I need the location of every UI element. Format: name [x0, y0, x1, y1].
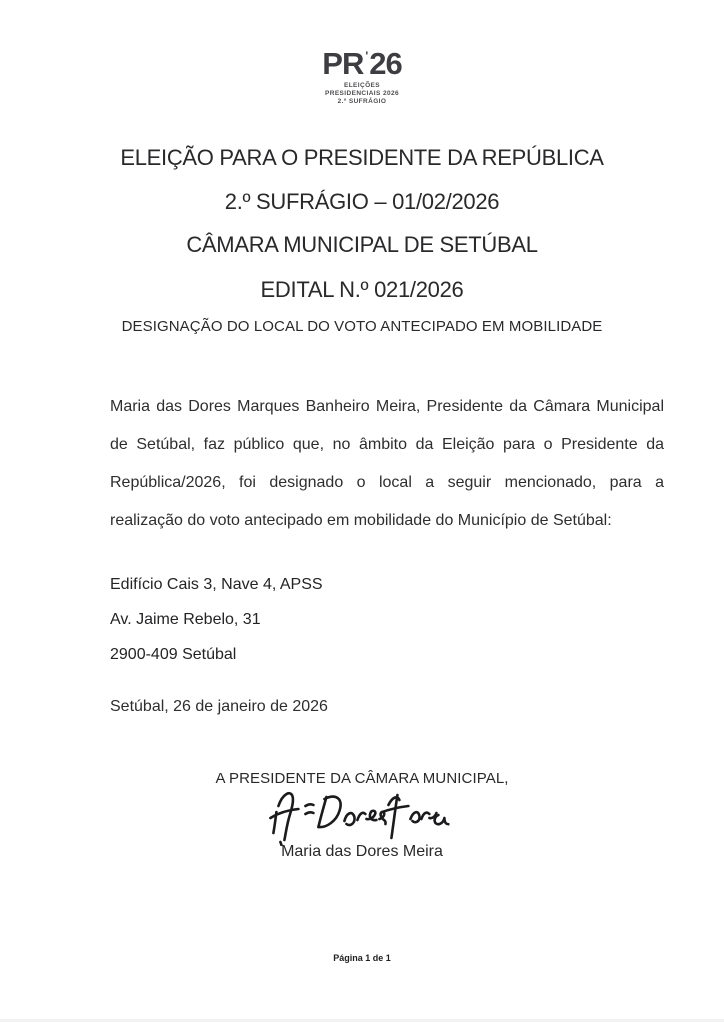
logo-tagline-presidenciais: PRESIDENCIAIS 2026	[324, 90, 400, 97]
election-logo	[0, 40, 724, 106]
logo-taglines	[0, 82, 724, 106]
paragraph-line: República/2026, foi designado o local a seguir mencionado, para a	[110, 474, 664, 491]
signature-svg	[263, 786, 449, 846]
logo-tagline-sufragio: 2.º SUFRÁGIO	[337, 98, 387, 105]
logo-year-text: 26	[369, 46, 402, 81]
place-date-line: Setúbal, 26 de janeiro de 2026	[110, 698, 328, 715]
page-number-footer: Página 1 de 1	[333, 953, 391, 963]
signature-title: A PRESIDENTE DA CÂMARA MUNICIPAL,	[215, 770, 509, 787]
scan-edge-artifact	[0, 1019, 724, 1022]
address-building: Edifício Cais 3, Nave 4, APSS	[110, 576, 323, 593]
heading-subtitle: DESIGNAÇÃO DO LOCAL DO VOTO ANTECIPADO EM MOBILIDADE	[121, 318, 603, 335]
signature-handwriting-image	[263, 786, 449, 846]
logo-apostrophe-mark: '	[365, 49, 368, 63]
heading-round-date: 2.º SUFRÁGIO – 01/02/2026	[224, 189, 500, 214]
heading-election-title: ELEIÇÃO PARA O PRESIDENTE DA REPÚBLICA	[120, 145, 604, 170]
logo-pr-text: PR	[322, 46, 364, 81]
paragraph-line: de Setúbal, faz público que, no âmbito da Eleição para o Presidente da	[110, 436, 664, 453]
paragraph-line: Maria das Dores Marques Banheiro Meira, Presidente da Câmara Municipal	[110, 398, 664, 415]
signer-printed-name: Maria das Dores Meira	[281, 843, 443, 860]
pr26-logo-wordmark	[0, 40, 724, 80]
heading-municipality: CÂMARA MUNICIPAL DE SETÚBAL	[186, 232, 538, 257]
voting-location-address	[110, 567, 323, 672]
heading-edital-number: EDITAL N.º 021/2026	[260, 277, 464, 302]
address-postal-code: 2900-409 Setúbal	[110, 646, 237, 663]
address-street: Av. Jaime Rebelo, 31	[110, 611, 261, 628]
body-paragraph	[110, 388, 664, 540]
logo-tagline-eleicoes: ELEIÇÕES	[343, 82, 381, 89]
paragraph-line: realização do voto antecipado em mobilidade do Município de Setúbal:	[110, 512, 612, 529]
